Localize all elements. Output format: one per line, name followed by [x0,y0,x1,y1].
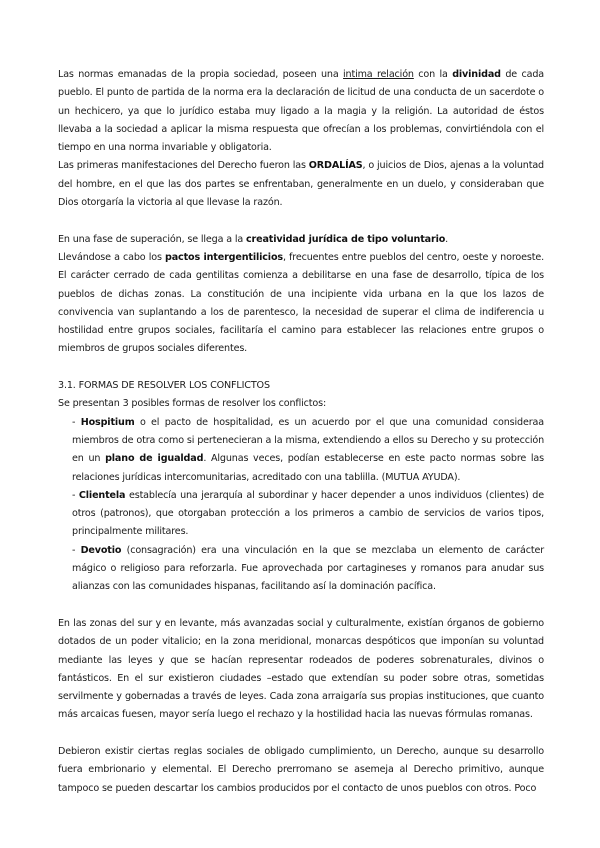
spacer [58,597,544,615]
bold-term: creatividad jurídica de tipo voluntario [246,233,446,245]
section-intro: Se presentan 3 posibles formas de resolver los conflictos: [58,398,327,410]
paragraph-sur-levante: En las zonas del sur y en levante, más avanzadas social y culturalmente, existían órganos de gobierno dotados de un poder vitalicio; en la zona meridional, monarcas despóticos que imponían su voluntad mediante las leyes y que se hacían representar rodeados de poderes sobrenaturales, divinos o fantásticos. En el sur existieron ciudades –estado que extendían su poder sobre otras, sometidas servilmente y gobernadas a través de leyes. Cada zona arraigaría sus propias instituciones, que cuanto más arcaicas fuesen, mayor sería luego el rechazo y la hostilidad hacia las nuevas fórmulas romanas. [58,617,544,721]
bold-term: ORDALÍAS [308,160,363,172]
bold-term: Devotio [80,544,122,556]
spacer [58,359,544,377]
section-title: 3.1. FORMAS DE RESOLVER LOS CONFLICTOS [58,380,270,392]
paragraph-creatividad: En una fase de superación, se llega a la creatividad jurídica de tipo voluntario. [58,233,449,245]
spacer [58,725,544,743]
paragraph-ordalias: Las primeras manifestaciones del Derecho fueron las ORDALÍAS, o juicios de Dios, ajenas a la voluntad del hombre, en el que las dos partes se enfrentaban, generalmente en un duelo, y consideraban que Dios otorgaría la victoria al que llevase la razón. [58,160,544,209]
bold-term: Hospitium [80,416,135,428]
bold-term: divinidad [452,69,501,80]
underlined-term: intima relación [343,69,414,80]
list-item-clientela: - Clientela establecía una jerarquía al subordinar y hacer depender a unos individuos (clientes) de otros (patronos), que otorgaban protección a los primeros a cambio de servicios de varios tipos, principalmente militares. [72,489,544,538]
paragraph-pactos: Llevándose a cabo los pactos intergentilicios, frecuentes entre pueblos del centro, oeste y noroeste. El carácter cerrado de cada gentilitas comienza a debilitarse en una fase de desarrollo, típica de los pueblos de dichas zonas. La constitución de una incipiente vida urbana en la que los lazos de convivencia van suplantando a los de parentesco, la necesidad de superar el clima de indiferencia u hostilidad entre grupos sociales, facilitaría el camino para establecer las relaciones entre grupos o miembros de grupos sociales diferentes. [58,251,544,355]
spacer [58,212,544,230]
conflict-forms-list [58,414,544,597]
paragraph-reglas-sociales: Debieron existir ciertas reglas sociales de obligado cumplimiento, un Derecho, aunque su desarrollo fuera embrionario y elemental. El Derecho prerromano se asemeja al Derecho primitivo, aunque tampoco se pueden descartar los cambios producidos por el contacto de unos pueblos con otros. Poco [58,745,544,794]
list-item-hospitium: - Hospitium o el pacto de hospitalidad, es un acuerdo por el que una comunidad consideraa miembros de otra como si pertenecieran a la misma, extendiendo a ellos su Derecho y su protección en un plano de igualdad. Algunas veces, podían establecerse en este pacto normas sobre las relaciones jurídicas intercomunitarias, acreditado con una tablilla. (MUTUA AYUDA). [72,416,545,483]
list-item-devotio: - Devotio (consagración) era una vinculación en la que se mezclaba un elemento de carácter mágico o religioso para reforzarla. Fue aprovechada por cartagineses y romanos para anudar sus alianzas con las comunidades hispanas, facilitando así la dominación pacífica. [72,544,544,593]
paragraph-divinidad: Las normas emanadas de la propia sociedad, poseen una intima relación con la divinidad de cada pueblo. El punto de partida de la norma era la declaración de licitud de una conducta de un sacerdote o un hechicero, ya que lo jurídico estaba muy ligado a la magia y la religión. La autoridad de éstos llevaba a la sociedad a aplicar la misma respuesta que ofrecían a los problemas, convirtiéndola con el tiempo en una norma invariable y obligatoria. [58,69,544,154]
bold-term: pactos intergentilicios [164,251,283,263]
document-body [58,66,544,798]
bold-term: plano de igualdad [105,453,204,465]
bold-term: Clientela [78,489,126,501]
